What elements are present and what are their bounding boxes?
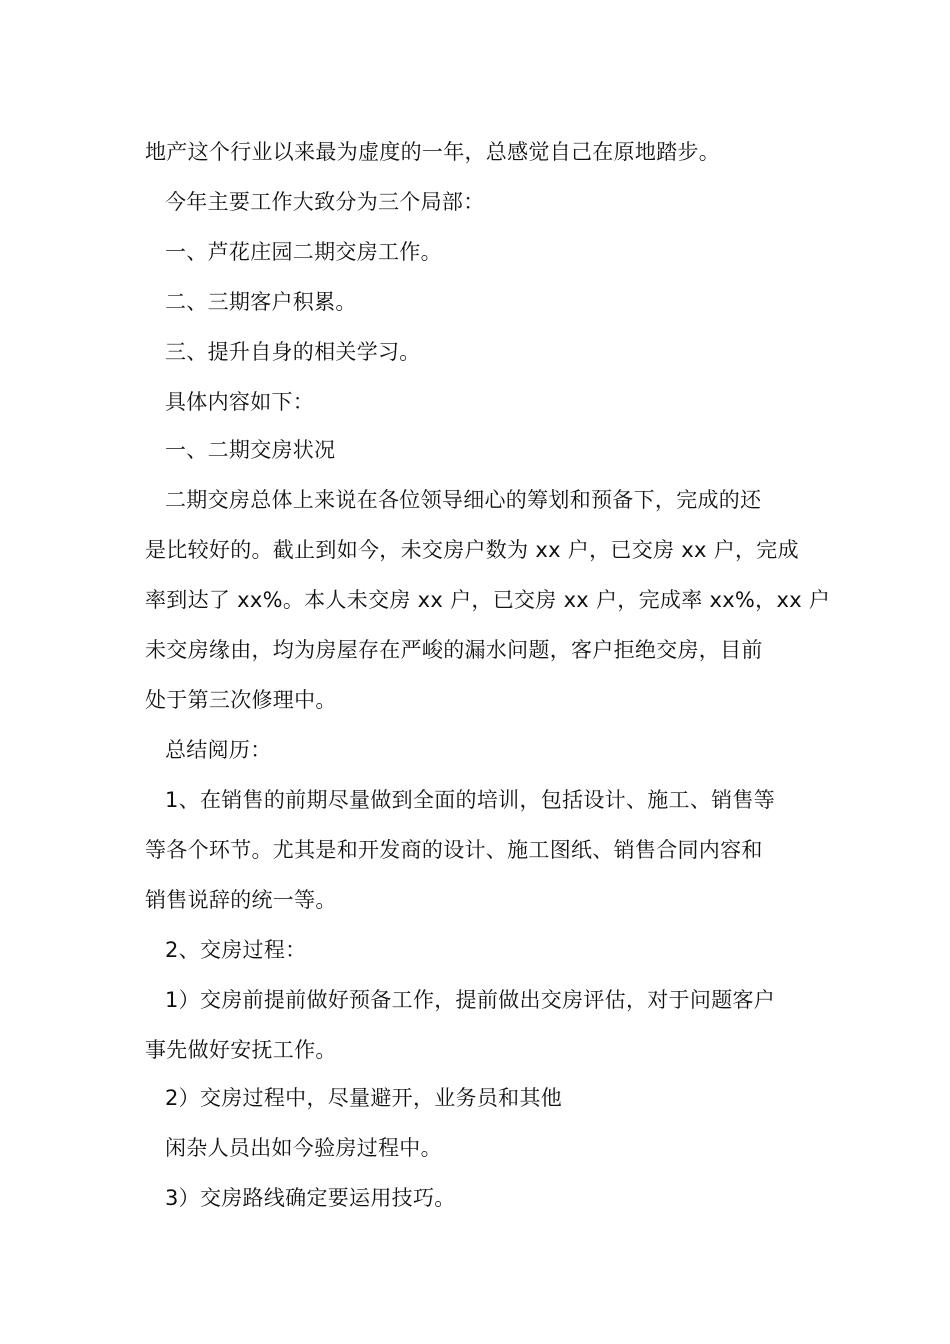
text-line: 总结阅历： (165, 738, 272, 762)
text-line: 率到达了 xx%。本人未交房 xx 户，已交房 xx 户，完成率 xx%，xx 户 (145, 588, 831, 612)
text-line: 具体内容如下： (165, 390, 315, 414)
text-line: 等各个环节。尤其是和开发商的设计、施工图纸、销售合同内容和 (145, 838, 763, 862)
text-line: 2）交房过程中，尽量避开，业务员和其他 (165, 1086, 563, 1110)
text-line: 一、芦花庄园二期交房工作。 (165, 240, 442, 264)
text-line: 销售说辞的统一等。 (145, 888, 337, 912)
text-line: 3）交房路线确定要运用技巧。 (165, 1186, 456, 1210)
text-line: 2、交房过程： (165, 938, 307, 962)
text-line: 二期交房总体上来说在各位领导细心的筹划和预备下，完成的还 (165, 488, 762, 512)
text-line: 是比较好的。截止到如今，未交房户数为 xx 户，已交房 xx 户，完成 (145, 538, 799, 562)
text-line: 地产这个行业以来最为虚度的一年，总感觉自己在原地踏步。 (145, 140, 721, 164)
text-line: 事先做好安抚工作。 (145, 1038, 337, 1062)
text-line: 未交房缘由，均为房屋存在严峻的漏水问题，客户拒绝交房，目前 (145, 638, 763, 662)
text-line: 1）交房前提前做好预备工作，提前做出交房评估，对于问题客户 (165, 988, 776, 1012)
text-line: 二、三期客户积累。 (165, 290, 357, 314)
text-line: 闲杂人员出如今验房过程中。 (165, 1136, 442, 1160)
text-line: 处于第三次修理中。 (145, 688, 337, 712)
text-line: 今年主要工作大致分为三个局部： (165, 190, 485, 214)
text-line: 1、在销售的前期尽量做到全面的培训，包括设计、施工、销售等 (165, 788, 776, 812)
section-heading: 一、二期交房状况 (165, 438, 336, 462)
text-line: 三、提升自身的相关学习。 (165, 340, 421, 364)
